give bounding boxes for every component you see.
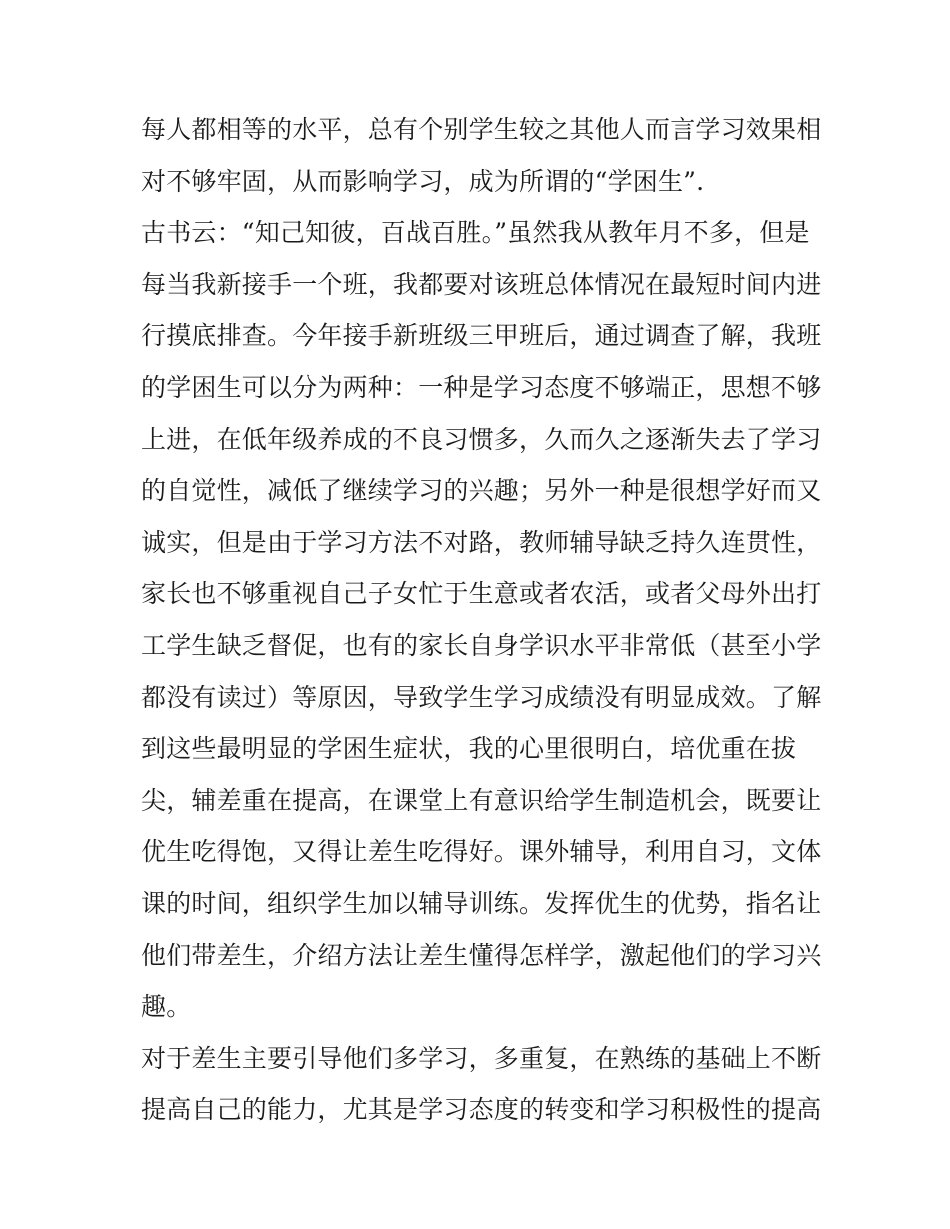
text-line: 诚实，但是由于学习方法不对路，教师辅导缺乏持久连贯性， [141,527,822,557]
text-line: 古书云：“知己知彼，百战百胜。”虽然我从教年月不多，但是 [141,218,810,248]
text-line: 趣。 [141,992,192,1022]
text-line: 对于差生主要引导他们多学习，多重复，在熟练的基础上不断 [141,1043,822,1073]
text-line: 尖，辅差重在提高，在课堂上有意识给学生制造机会，既要让 [141,785,822,815]
text-line: 的自觉性，减低了继续学习的兴趣；另外一种是很想学好而又 [141,476,822,506]
text-line: 的学困生可以分为两种：一种是学习态度不够端正，思想不够 [141,372,822,402]
text-line: 到这些最明显的学困生症状，我的心里很明白，培优重在拔 [141,734,797,764]
text-line: 他们带差生，介绍方法让差生懂得怎样学，激起他们的学习兴 [141,940,822,970]
text-line: 优生吃得饱，又得让差生吃得好。课外辅导，利用自习，文体 [141,837,822,867]
text-line: 提高自己的能力，尤其是学习态度的转变和学习积极性的提高 [141,1095,822,1125]
text-line: 每当我新接手一个班，我都要对该班总体情况在最短时间内进 [141,269,822,299]
text-line: 工学生缺乏督促，也有的家长自身学识水平非常低（甚至小学 [141,630,822,660]
text-line: 课的时间，组织学生加以辅导训练。发挥优生的优势，指名让 [141,888,822,918]
text-line: 家长也不够重视自己子女忙于生意或者农活，或者父母外出打 [141,579,822,609]
text-line: 都没有读过）等原因，导致学生学习成绩没有明显成效。了解 [141,682,822,712]
text-line: 对不够牢固，从而影响学习，成为所谓的“学困生”. [141,166,705,196]
document-body [141,104,821,1136]
text-line: 上进，在低年级养成的不良习惯多，久而久之逐渐失去了学习 [141,424,822,454]
text-line: 每人都相等的水平，总有个别学生较之其他人而言学习效果相 [141,115,822,144]
text-line: 行摸底排查。今年接手新班级三甲班后，通过调查了解，我班 [141,321,822,351]
